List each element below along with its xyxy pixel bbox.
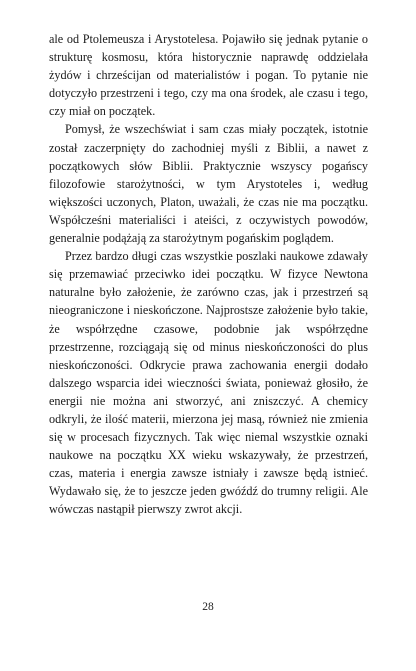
paragraph-1: ale od Ptolemeusza i Arystotelesa. Pojawiło się jednak pytanie o strukturę kosmosu, która historycznie naprawdę oddzielała żydów i chrześcijan od materialistów i pogan. To pytanie nie dotyczyło przestrzeni i tego, czy ma ona środek, ale czasu i tego, czy miał on początek. xyxy=(49,32,368,119)
paragraph-2: Pomysł, że wszechświat i sam czas miały początek, istotnie został zaczerpnięty do zachodniej myśli z Biblii, a nawet z początkowych słów Biblii. Praktycznie wszyscy pogańscy filozofowie starożytności, w tym Arystoteles i, według większości uczonych, Platon, uważali, że czas nie ma początku. Współcześni materialiści i ateiści, z oczywistych powodów, generalnie podążają za starożytnym pogańskim poglądem. xyxy=(49,122,368,246)
page-number: 28 xyxy=(202,601,214,613)
page-body xyxy=(49,30,368,519)
paragraph-3: Przez bardzo długi czas wszystkie poszlaki naukowe zdawały się przemawiać przeciwko idei początku. W fizyce Newtona naturalne było założenie, że zarówno czas, jak i przestrzeń są nieograniczone i nieskończone. Najprostsze założenie było takie, że współrzędne czasowe, podobnie jak współrzędne przestrzenne, rozciągają się od minus nieskończoności do plus nieskończoności. Odkrycie prawa zachowania energii dodało dalszego wsparcia idei wieczności świata, ponieważ głosiło, że energii nie można ani stworzyć, ani zniszczyć. A chemicy odkryli, że ilość materii, mierzona jej masą, również nie zmienia się w procesach fizycznych. Tak więc niemal wszystkie oznaki naukowe na początku XX wieku wskazywały, że przestrzeń, czas, materia i energia zawsze istniały i zawsze będą istnieć. Wydawało się, że to jeszcze jeden gwóźdź do trumny religii. Ale wówczas nastąpił pierwszy zwrot akcji. xyxy=(49,249,368,517)
